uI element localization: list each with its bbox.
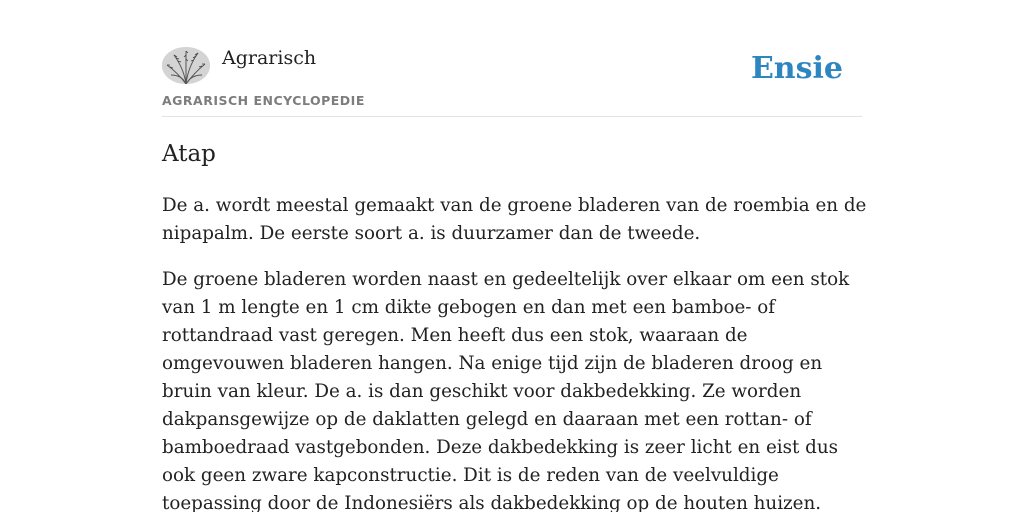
wheat-sketch-icon[interactable] <box>162 47 210 84</box>
wheat-sketch-drawing <box>162 47 210 84</box>
source-name[interactable]: Agrarisch <box>222 47 317 69</box>
source-subtitle[interactable]: AGRARISCH ENCYCLOPEDIE <box>162 93 365 108</box>
header <box>162 45 862 117</box>
article-paragraph: De groene bladeren worden naast en gedeeltelijk over elkaar om een stok van 1 m lengte en 1 cm dikte gebogen en dan met een bamboe- of rottandraad vast geregen. Men heeft dus een stok, waaraan de omgevouwen bladeren hangen. Na enige tijd zijn de bladeren droog en bruin van kleur. De a. is dan geschikt voor dakbedekking. Ze worden dakpansgewijze op de daklatten gelegd en daaraan met een rottan- of bamboedraad vastgebonden. Deze dakbedekking is zeer licht en eist dus ook geen zware kapconstructie. Dit is de reden van de veelvuldige toepassing door de Indonesiërs als dakbedekking op de houten huizen. <box>162 269 850 512</box>
article-title: Atap <box>162 141 216 167</box>
article-paragraph: De a. wordt meestal gemaakt van de groene bladeren van de roembia en de nipapalm. De eerste soort a. is duurzamer dan de tweede. <box>162 195 867 244</box>
article-body <box>162 192 872 512</box>
brand-logo[interactable]: Ensie <box>750 51 843 86</box>
